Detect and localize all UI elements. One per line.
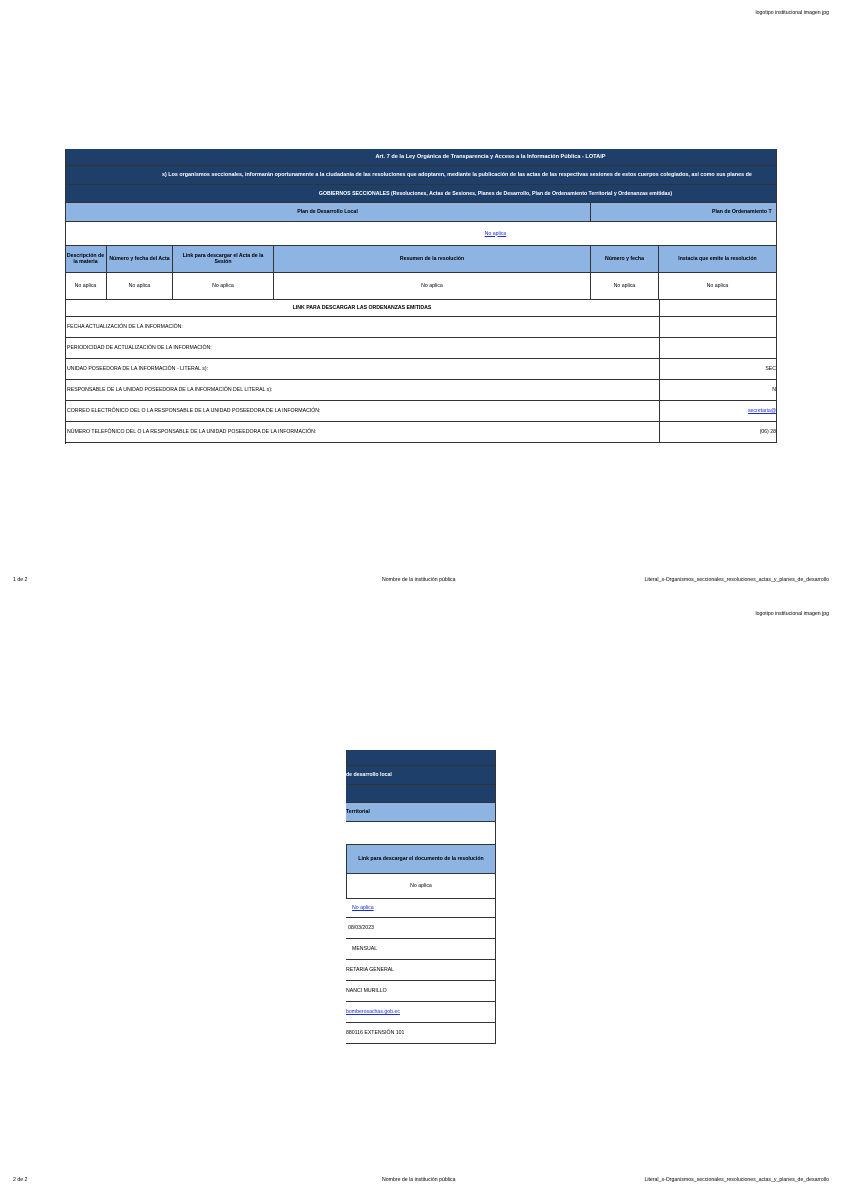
info-label-telefono: NÚMERO TELEFÓNICO DEL O LA RESPONSABLE DE LA UNIDAD POSEEDORA DE LA INFORMACIÓN: <box>65 422 660 443</box>
p2-ordenanzas-value <box>346 899 496 918</box>
table-left-border <box>65 149 66 444</box>
p2-correo-value <box>346 1002 496 1023</box>
info-label-periodicidad: PERIODICIDAD DE ACTUALIZACIÓN DE LA INFORMACIÓN: <box>65 338 660 359</box>
lotaip-table-page1 <box>65 149 777 444</box>
no-aplica-link-row <box>65 222 777 246</box>
info-value-fecha <box>660 317 777 338</box>
footer-page2-institution: Nombre de la institución pública <box>382 1177 456 1183</box>
plan-desarrollo-local-header: Plan de Desarrollo Local <box>65 203 591 222</box>
p2-correo-link[interactable]: bomberosachas.gob.ec <box>346 1009 400 1015</box>
p2-no-aplica-link[interactable]: No aplica <box>352 905 374 911</box>
no-aplica-link[interactable]: No aplica <box>484 230 507 237</box>
p2-telefono-value: 880116 EXTENSIÓN 101 <box>346 1023 496 1044</box>
info-value-periodicidad <box>660 338 777 359</box>
cell-resumen: No aplica <box>274 273 591 300</box>
cell-instancia: No aplica <box>659 273 777 300</box>
page-header-text: logotipo institucional imagen jpg <box>755 10 829 16</box>
info-label-fecha: FECHA ACTUALIZACIÓN DE LA INFORMACIÓN: <box>65 317 660 338</box>
info-value-telefono: (06) 28 <box>660 422 777 443</box>
p2-link-row <box>346 822 496 845</box>
p2-title-row <box>346 750 496 766</box>
col-header-link-acta: Link para descargar el Acta de la Sesión <box>173 246 274 273</box>
plan-ordenamiento-text: Plan de Ordenamiento T <box>712 209 772 215</box>
section-title: GOBIERNOS SECCIONALES (Resoluciones, Actas de Sesiones, Planes de Desarrollo, Plan de Ordenamiento Territorial y Ordenanzas emitidas) <box>65 185 777 203</box>
info-value-responsable: N <box>660 380 777 401</box>
p2-fecha-value: 08/03/2023 <box>346 918 496 939</box>
correo-link[interactable]: secretaria@ <box>747 408 776 414</box>
p2-responsable-value: NANCI MURILLO <box>346 981 496 1002</box>
cell-descripcion: No aplica <box>65 273 107 300</box>
info-label-correo: CORREO ELECTRÓNICO DEL O LA RESPONSABLE DE LA UNIDAD POSEEDORA DE LA INFORMACIÓN: <box>65 401 660 422</box>
footer-page1-filename: Literal_s-Organismos_seccionales_resoluciones_actas_y_planes_de_desarrollo <box>644 577 829 583</box>
info-value-unidad: SEC <box>660 359 777 380</box>
page2-header-text: logotipo institucional imagen jpg <box>755 611 829 617</box>
footer-page1-number: 1 de 2 <box>13 577 28 583</box>
p2-periodicidad-value: MENSUAL <box>346 939 496 960</box>
cell-numero-fecha: No aplica <box>591 273 659 300</box>
p2-section-row <box>346 785 496 803</box>
col-header-descripcion: Descripción de la materia <box>65 246 107 273</box>
col-header-instancia: Instacia que emite la resolución <box>659 246 777 273</box>
footer-page2-number: 2 de 2 <box>13 1177 28 1183</box>
col-header-numero-fecha: Número y fecha <box>591 246 659 273</box>
lotaip-table-page2 <box>346 750 496 1044</box>
p2-territorial-tail: Territorial <box>346 803 496 822</box>
ordenanzas-label: LINK PARA DESCARGAR LAS ORDENANZAS EMITIDAS <box>65 300 660 317</box>
p2-col-header-link-documento: Link para descargar el documento de la resolución <box>346 845 496 874</box>
info-label-responsable: RESPONSABLE DE LA UNIDAD POSEEDORA DE LA INFORMACIÓN DEL LITERAL s): <box>65 380 660 401</box>
footer-page1-institution: Nombre de la institución pública <box>382 577 456 583</box>
p2-plan-local-tail: de desarrollo local <box>346 766 496 785</box>
table-title: Art. 7 de la Ley Orgánica de Transparencia y Acceso a la Información Pública - LOTAIP <box>65 149 777 166</box>
p2-unidad-value: RETARIA GENERAL <box>346 960 496 981</box>
footer-page2-filename: Literal_s-Organismos_seccionales_resoluciones_actas_y_planes_de_desarrollo <box>644 1177 829 1183</box>
cell-link-acta: No aplica <box>173 273 274 300</box>
plan-ordenamiento-header <box>591 203 777 222</box>
ordenanzas-value <box>660 300 777 317</box>
col-header-resumen: Resumen de la resolución <box>274 246 591 273</box>
col-header-numero-acta: Número y fecha del Acta <box>107 246 173 273</box>
info-value-correo <box>660 401 777 422</box>
table-subtitle-text: s) Los organismos seccionales, informarán oportunamente a la ciudadanía de las resoluciones que adoptaren, mediante la publicación de las actas de las respectivas sesiones de estos cuerpos colegiados, así como sus planes de <box>162 172 752 178</box>
cell-numero-acta: No aplica <box>107 273 173 300</box>
p2-cell-link-documento: No aplica <box>346 874 496 899</box>
info-label-unidad: UNIDAD POSEEDORA DE LA INFORMACIÓN - LITERAL s): <box>65 359 660 380</box>
table-subtitle <box>65 166 777 185</box>
